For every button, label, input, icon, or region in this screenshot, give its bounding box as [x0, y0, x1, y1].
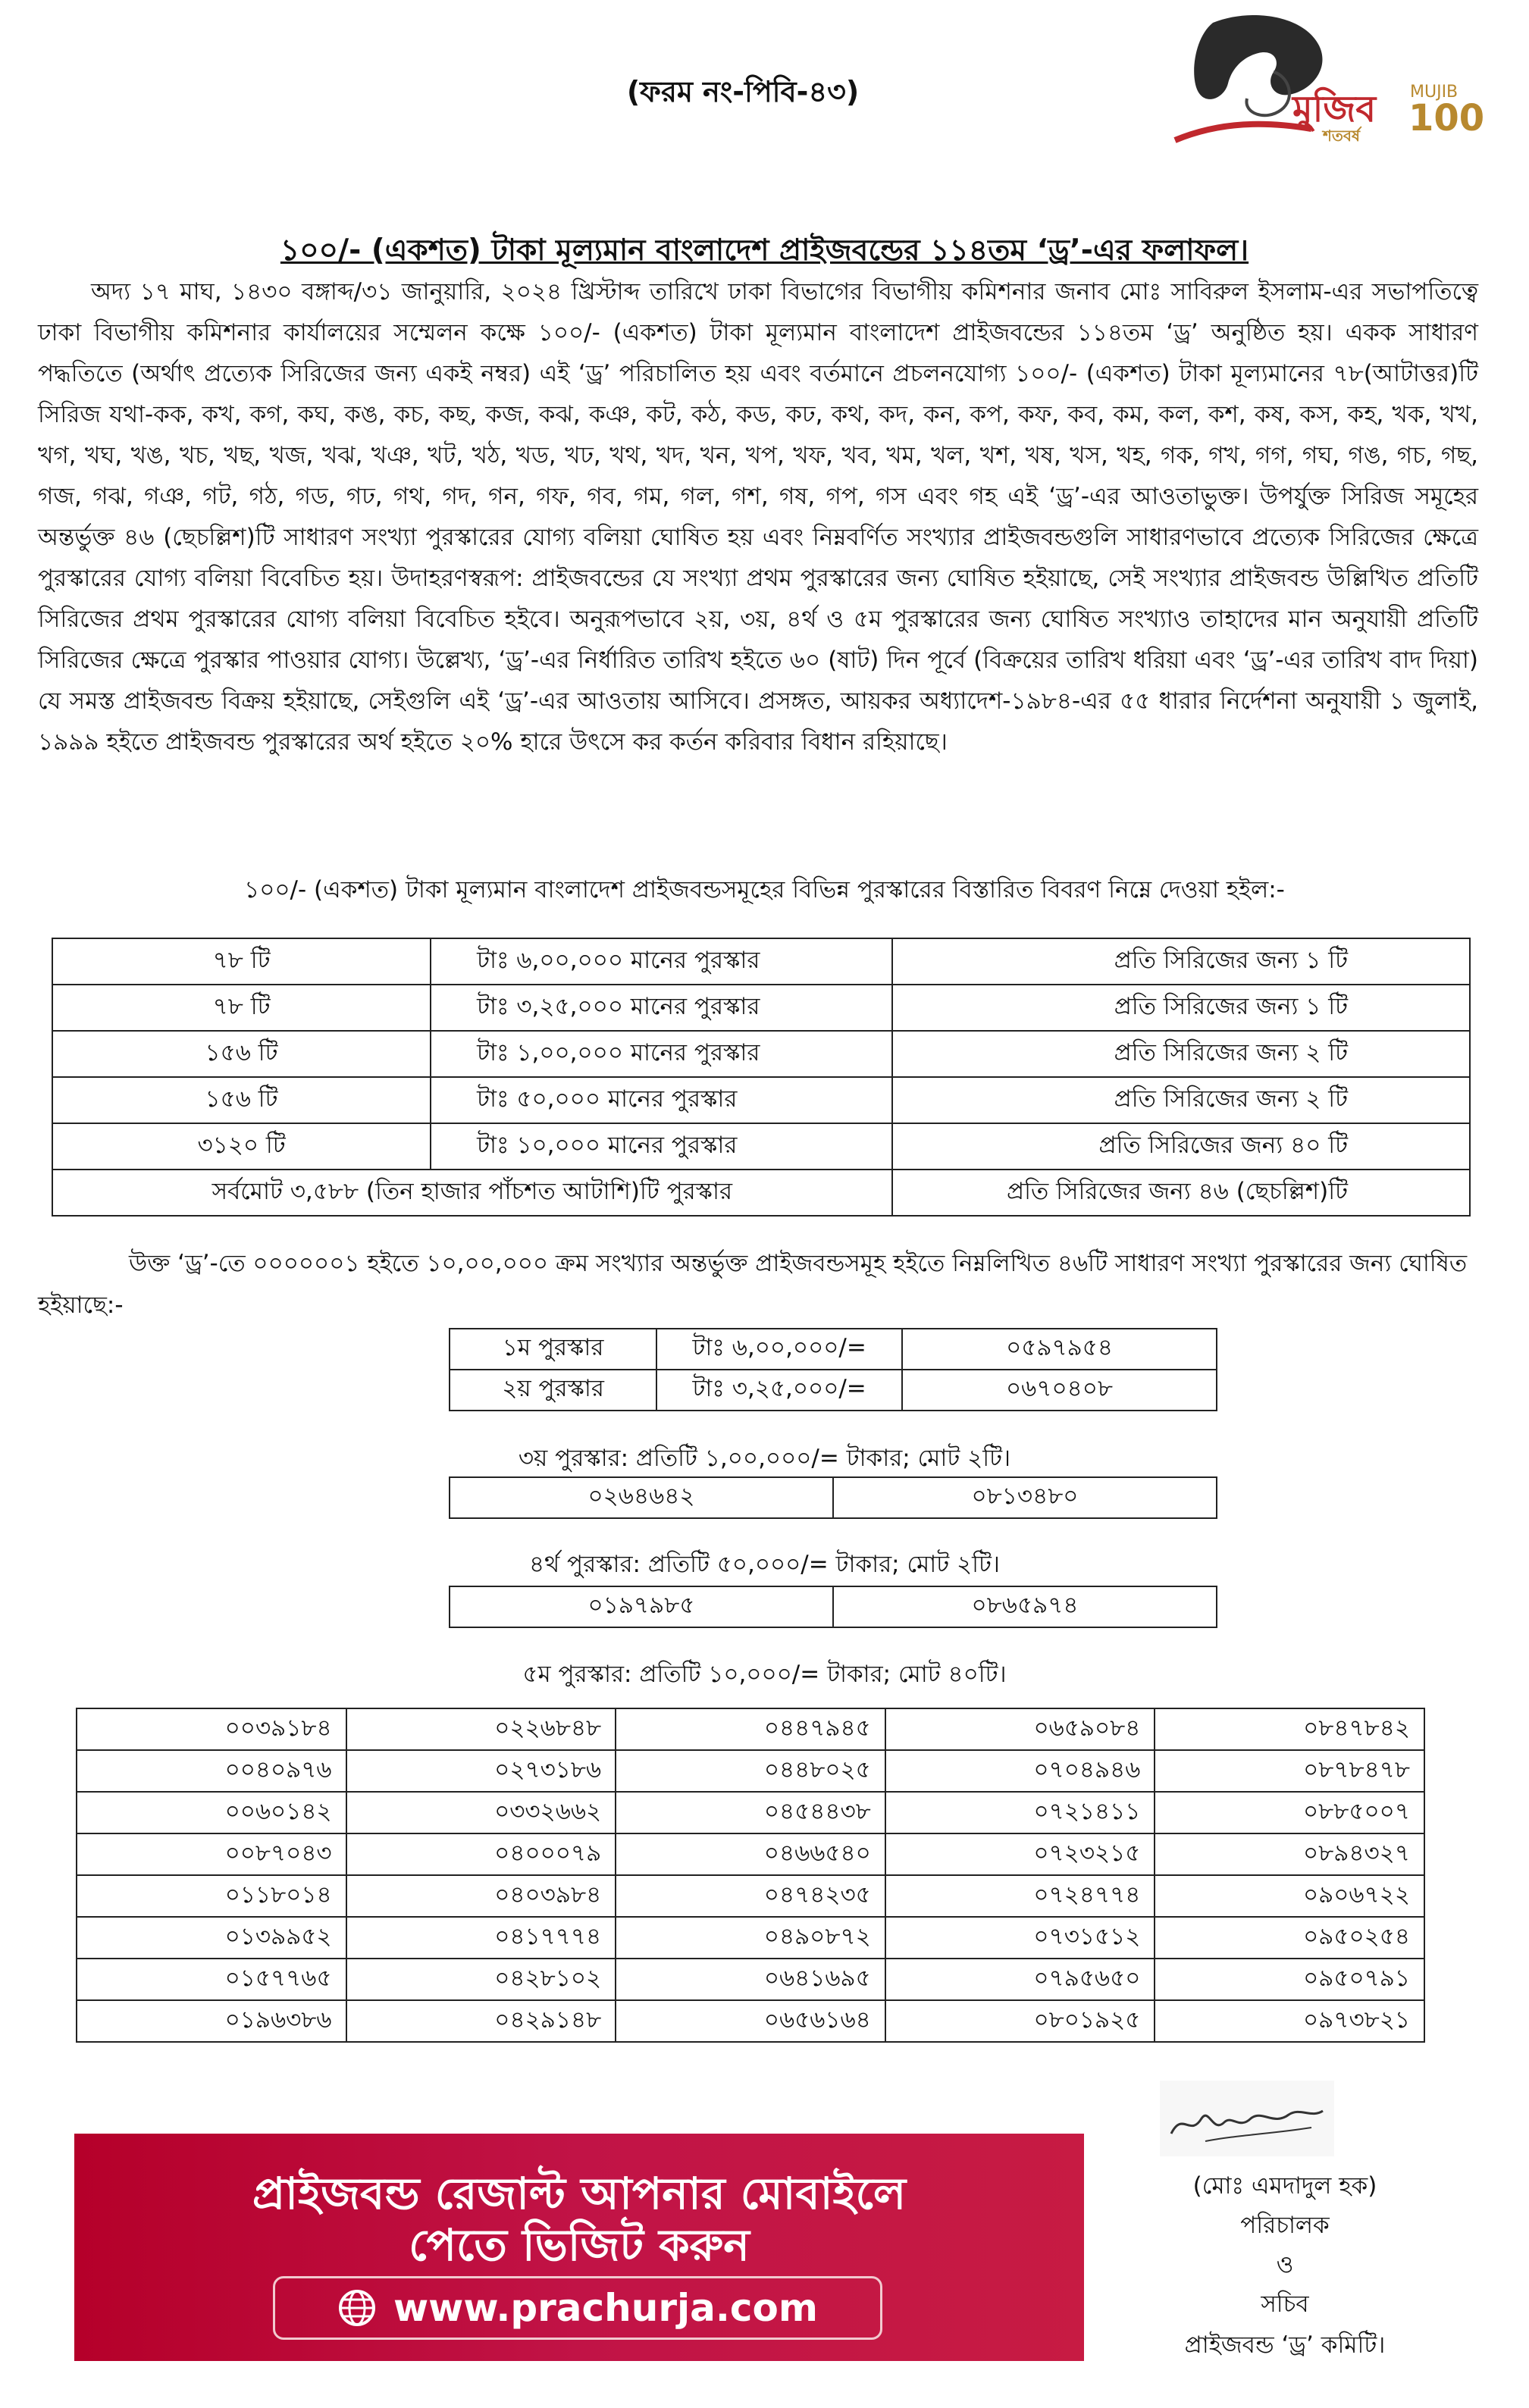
- table-row: [52, 1077, 1470, 1123]
- prize-per-series: প্রতি সিরিজের জন্য ১ টি: [892, 985, 1470, 1031]
- prize-number: ০৭২৪৭৭৪: [885, 1875, 1155, 1917]
- prize-amount: টাঃ ৬,০০,০০০ মানের পুরস্কার: [431, 938, 892, 985]
- prize-number: ০৮৭৮৪৭৮: [1155, 1750, 1424, 1792]
- prize-count: ৩১২০ টি: [52, 1123, 431, 1170]
- prize-number: ০৬৭০৪০৮: [902, 1370, 1217, 1411]
- table-row: [52, 1031, 1470, 1077]
- prize-number: ০২৭৩১৮৬: [346, 1750, 616, 1792]
- third-prize-table: [449, 1476, 1217, 1519]
- intro-paragraph: [38, 271, 1478, 762]
- table-row: [52, 938, 1470, 985]
- signatory-and: ও: [1276, 2251, 1294, 2278]
- prize-number: ০১১৮০১৪: [77, 1875, 346, 1917]
- prize-number: ০৩৩২৬৬২: [346, 1792, 616, 1833]
- promo-banner[interactable]: [74, 2134, 1084, 2361]
- signature: [1160, 2081, 1334, 2156]
- prize-number: ০৬৫৯০৮৪: [885, 1708, 1155, 1750]
- table-row-total: [52, 1170, 1470, 1216]
- prize-per-series: প্রতি সিরিজের জন্য ২ টি: [892, 1077, 1470, 1123]
- prize-per-series: প্রতি সিরিজের জন্য ২ টি: [892, 1031, 1470, 1077]
- total-prizes: সর্বমোট ৩,৫৮৮ (তিন হাজার পাঁচশত আটাশি)টি পুরস্কার: [52, 1170, 892, 1216]
- prize-number: ০৯৭৩৮২১: [1155, 2000, 1424, 2042]
- prize-number: ০০৮৭০৪৩: [77, 1833, 346, 1875]
- banner-url-link[interactable]: [273, 2276, 882, 2340]
- prize-number: ০৪০০০৭৯: [346, 1833, 616, 1875]
- table-row: [77, 2000, 1424, 2042]
- prize-number: ০৪৪৭৯৪৫: [616, 1708, 885, 1750]
- prize-number: ০০৪০৯৭৬: [77, 1750, 346, 1792]
- general-text: উক্ত ‘ড্র’-তে ০০০০০০১ হইতে ১০,০০,০০০ ক্রম সংখ্যার অন্তর্ভুক্ত প্রাইজবন্ডসমূহ হইতে নিম্নলিখিত ৪৬টি সাধারণ সংখ্যা পুরস্কারের জন্য ঘোষিত হইয়াছে:-: [38, 1250, 1468, 1319]
- third-prize-heading: ৩য় পুরস্কার: প্রতিটি ১,০০,০০০/= টাকার; মোট ২টি।: [518, 1445, 1011, 1472]
- prize-number: ০৪৭৪২৩৫: [616, 1875, 885, 1917]
- intro-text: অদ্য ১৭ মাঘ, ১৪৩০ বঙ্গাব্দ/৩১ জানুয়ারি, ২০২৪ খ্রিস্টাব্দ তারিখে ঢাকা বিভাগের বিভাগীয় কমিশনার জনাব মোঃ সাবিরুল ইসলাম-এর সভাপতিত্বে ঢাকা বিভাগীয় কমিশনার কার্যালয়ের সম্মেলন কক্ষে ১০০/- (একশত) টাকা মূল্যমান বাংলাদেশ প্রাইজবন্ডের ১১৪তম ‘ড্র’ অনুষ্ঠিত হয়। একক সাধারণ পদ্ধতিতে (অর্থাৎ প্রত্যেক সিরিজের জন্য একই নম্বর) এই ‘ড্র’ পরিচালিত হয় এবং বর্তমানে প্রচলনযোগ্য ১০০/- (একশত) টাকা মূল্যমানের ৭৮(আটাত্তর)টি সিরিজ যথা-কক, কখ, কগ, কঘ, কঙ, কচ, কছ, কজ, কঝ, কঞ, কট, কঠ, কড, কঢ, কথ, কদ, কন, কপ, কফ, কব, কম, কল, কশ, কষ, কস, কহ, খক, খখ, খগ, খঘ, খঙ, খচ, খছ, খজ, খঝ, খঞ, খট, খঠ, খড, খঢ, খথ, খদ, খন, খপ, খফ, খব, খম, খল, খশ, খষ, খস, খহ, গক, গখ, গগ, গঘ, গঙ, গচ, গছ, গজ, গঝ, গঞ, গট, গঠ, গড, গঢ, গথ, গদ, গন, গফ, গব, গম, গল, গশ, গষ, গপ, গস এবং গহ এই ‘ড্র’-এর আওতাভুক্ত। উপর্যুক্ত সিরিজ সমূহের অন্তর্ভুক্ত ৪৬ (ছেচল্লিশ)টি সাধারণ সংখ্যা পুরস্কারের যোগ্য বলিয়া ঘোষিত হয় এবং নিম্নবর্ণিত সংখ্যার প্রাইজবন্ডগুলি সাধারণভাবে প্রত্যেক সিরিজের ক্ষেত্রে পুরস্কারের যোগ্য বলিয়া বিবেচিত হয়। উদাহরণস্বরূপ: প্রাইজবন্ডের যে সংখ্যা প্রথম পুরস্কারের জন্য ঘোষিত হইয়াছে, সেই সংখ্যার প্রাইজবন্ড উল্লিখিত প্রতিটি সিরিজের প্রথম পুরস্কারের যোগ্য বলিয়া বিবেচিত হইবে। অনুরূপভাবে ২য়, ৩য়, ৪র্থ ও ৫ম পুরস্কারের জন্য ঘোষিত সংখ্যাও তাহাদের মান অনুযায়ী প্রতিটি সিরিজের ক্ষেত্রে পুরস্কার পাওয়ার যোগ্য। উল্লেখ্য, ‘ড্র’-এর নির্ধারিত তারিখ হইতে ৬০ (ষাট) দিন পূর্বে (বিক্রয়ের তারিখ ধরিয়া এবং ‘ড্র’-এর তারিখ বাদ দিয়া) যে সমস্ত প্রাইজবন্ড বিক্রয় হইয়াছে, সেইগুলি এই ‘ড্র’-এর আওতায় আসিবে। প্রসঙ্গত, আয়কর অধ্যাদেশ-১৯৮৪-এর ৫৫ ধারার নির্দেশনা অনুযায়ী ১ জুলাই, ১৯৯৯ হইতে প্রাইজবন্ড পুরস্কারের অর্থ হইতে ২০% হারে উৎসে কর কর্তন করিবার বিধান রহিয়াছে।: [38, 278, 1478, 756]
- prize-per-series: প্রতি সিরিজের জন্য ৪০ টি: [892, 1123, 1470, 1170]
- table-row: [77, 1708, 1424, 1750]
- table-row: [77, 1833, 1424, 1875]
- fifth-prize-heading: ৫ম পুরস্কার: প্রতিটি ১০,০০০/= টাকার; মোট ৪০টি।: [522, 1661, 1007, 1688]
- prize-number: ০৪২৮১০২: [346, 1959, 616, 2000]
- prize-number: ০৮৮৫০০৭: [1155, 1792, 1424, 1833]
- table-row: [77, 1792, 1424, 1833]
- logo-sub: শতবর্ষ: [1323, 127, 1360, 144]
- top-prizes-table: [449, 1328, 1217, 1411]
- prize-number: ০৭২১৪১১: [885, 1792, 1155, 1833]
- prize-number: ০৮৯৪৩২৭: [1155, 1833, 1424, 1875]
- table-row: [450, 1370, 1217, 1411]
- fourth-prize-heading: ৪র্থ পুরস্কার: প্রতিটি ৫০,০০০/= টাকার; মোট ২টি।: [529, 1551, 1000, 1578]
- prize-summary-table: [52, 938, 1471, 1217]
- prize-number: ০৪৬৬৫৪০: [616, 1833, 885, 1875]
- globe-icon: [337, 2288, 377, 2328]
- table-row: [52, 1123, 1470, 1170]
- prize-label: ২য় পুরস্কার: [450, 1370, 656, 1411]
- prize-number: ০৭২৩২১৫: [885, 1833, 1155, 1875]
- prize-count: ৭৮ টি: [52, 938, 431, 985]
- prize-number: ০১৫৭৭৬৫: [77, 1959, 346, 2000]
- prize-amount: টাঃ ৩,২৫,০০০/=: [656, 1370, 902, 1411]
- prize-number: ০৪২৯১৪৮: [346, 2000, 616, 2042]
- table-row: [77, 1875, 1424, 1917]
- prize-number: ০১৯৭৯৮৫: [450, 1586, 833, 1627]
- prize-number: ০৭০৪৯৪৬: [885, 1750, 1155, 1792]
- signatory-title-director: পরিচালক: [1240, 2212, 1330, 2239]
- prize-count: ১৫৬ টি: [52, 1077, 431, 1123]
- prize-amount: টাঃ ১০,০০০ মানের পুরস্কার: [431, 1123, 892, 1170]
- prize-number: ০৬৪১৬৯৫: [616, 1959, 885, 2000]
- fifth-prize-table: [76, 1708, 1425, 2043]
- table-row: [450, 1586, 1217, 1627]
- prize-number: ০৪১৭৭৭৪: [346, 1917, 616, 1959]
- mujib-centenary-logo: [1160, 8, 1486, 144]
- prize-number: ০০৩৯১৮৪: [77, 1708, 346, 1750]
- prize-number: ০৭৯৫৬৫০: [885, 1959, 1155, 2000]
- prize-number: ০৮৪৭৮৪২: [1155, 1708, 1424, 1750]
- prize-number: ০৭৩১৫১২: [885, 1917, 1155, 1959]
- prize-number: ০৯০৬৭২২: [1155, 1875, 1424, 1917]
- banner-line-1: প্রাইজবন্ড রেজাল্ট আপনার মোবাইলে: [252, 2168, 907, 2219]
- table-row: [77, 1750, 1424, 1792]
- prize-amount: টাঃ ৩,২৫,০০০ মানের পুরস্কার: [431, 985, 892, 1031]
- table-row: [52, 985, 1470, 1031]
- table-row: [450, 1477, 1217, 1518]
- prize-label: ১ম পুরস্কার: [450, 1329, 656, 1370]
- prize-number: ০১৯৬৩৮৬: [77, 2000, 346, 2042]
- prize-number: ০৯৫০২৫৪: [1155, 1917, 1424, 1959]
- prize-count: ৭৮ টি: [52, 985, 431, 1031]
- prize-number: ০৪৪৮০২৫: [616, 1750, 885, 1792]
- prize-number: ০২২৬৮৪৮: [346, 1708, 616, 1750]
- signatory-committee: প্রাইজবন্ড ‘ড্র’ কমিটি।: [1184, 2331, 1386, 2359]
- table-row: [450, 1329, 1217, 1370]
- form-number: (ফরম নং-পিবি-৪৩): [626, 75, 860, 108]
- logo-num: 100: [1408, 97, 1485, 139]
- logo-text: মুজিব: [1292, 88, 1377, 130]
- prize-amount: টাঃ ৫০,০০০ মানের পুরস্কার: [431, 1077, 892, 1123]
- prize-number: ০৫৯৭৯৫৪: [902, 1329, 1217, 1370]
- prize-number: ০৮৬৫৯৭৪: [833, 1586, 1217, 1627]
- prize-count: ১৫৬ টি: [52, 1031, 431, 1077]
- general-numbers-paragraph: [38, 1243, 1478, 1326]
- prize-amount: টাঃ ১,০০,০০০ মানের পুরস্কার: [431, 1031, 892, 1077]
- fourth-prize-table: [449, 1586, 1217, 1628]
- table-row: [77, 1959, 1424, 2000]
- table-row: [77, 1917, 1424, 1959]
- prize-number: ০৬৫৬১৬৪: [616, 2000, 885, 2042]
- prize-number: ০১৩৯৯৫২: [77, 1917, 346, 1959]
- banner-line-2: পেতে ভিজিট করুন: [409, 2219, 750, 2271]
- prize-number: ০৪৯০৮৭২: [616, 1917, 885, 1959]
- details-heading: ১০০/- (একশত) টাকা মূল্যমান বাংলাদেশ প্রাইজবন্ডসমূহের বিভিন্ন পুরস্কারের বিস্তারিত বিবরণ নিম্নে দেওয়া হইল:-: [244, 876, 1285, 903]
- prize-number: ০৯৫০৭৯১: [1155, 1959, 1424, 2000]
- prize-per-series: প্রতি সিরিজের জন্য ১ টি: [892, 938, 1470, 985]
- prize-number: ০২৬৪৬৪২: [450, 1477, 833, 1518]
- prize-number: ০৮০১৯২৫: [885, 2000, 1155, 2042]
- prize-number: ০৪০৩৯৮৪: [346, 1875, 616, 1917]
- signatory-title-secretary: সচিব: [1261, 2291, 1309, 2318]
- logo-en: MUJIB: [1410, 83, 1459, 102]
- signatory-name: (মোঃ এমদাদুল হক): [1192, 2172, 1377, 2200]
- prize-amount: টাঃ ৬,০০,০০০/=: [656, 1329, 902, 1370]
- banner-url-text: www.prachurja.com: [393, 2286, 818, 2330]
- total-per-series: প্রতি সিরিজের জন্য ৪৬ (ছেচল্লিশ)টি: [892, 1170, 1470, 1216]
- prize-number: ০৮১৩৪৮০: [833, 1477, 1217, 1518]
- prize-number: ০৪৫৪৪৩৮: [616, 1792, 885, 1833]
- prize-number: ০০৬০১৪২: [77, 1792, 346, 1833]
- page-title: ১০০/- (একশত) টাকা মূল্যমান বাংলাদেশ প্রাইজবন্ডের ১১৪তম ‘ড্র’-এর ফলাফল।: [280, 233, 1249, 268]
